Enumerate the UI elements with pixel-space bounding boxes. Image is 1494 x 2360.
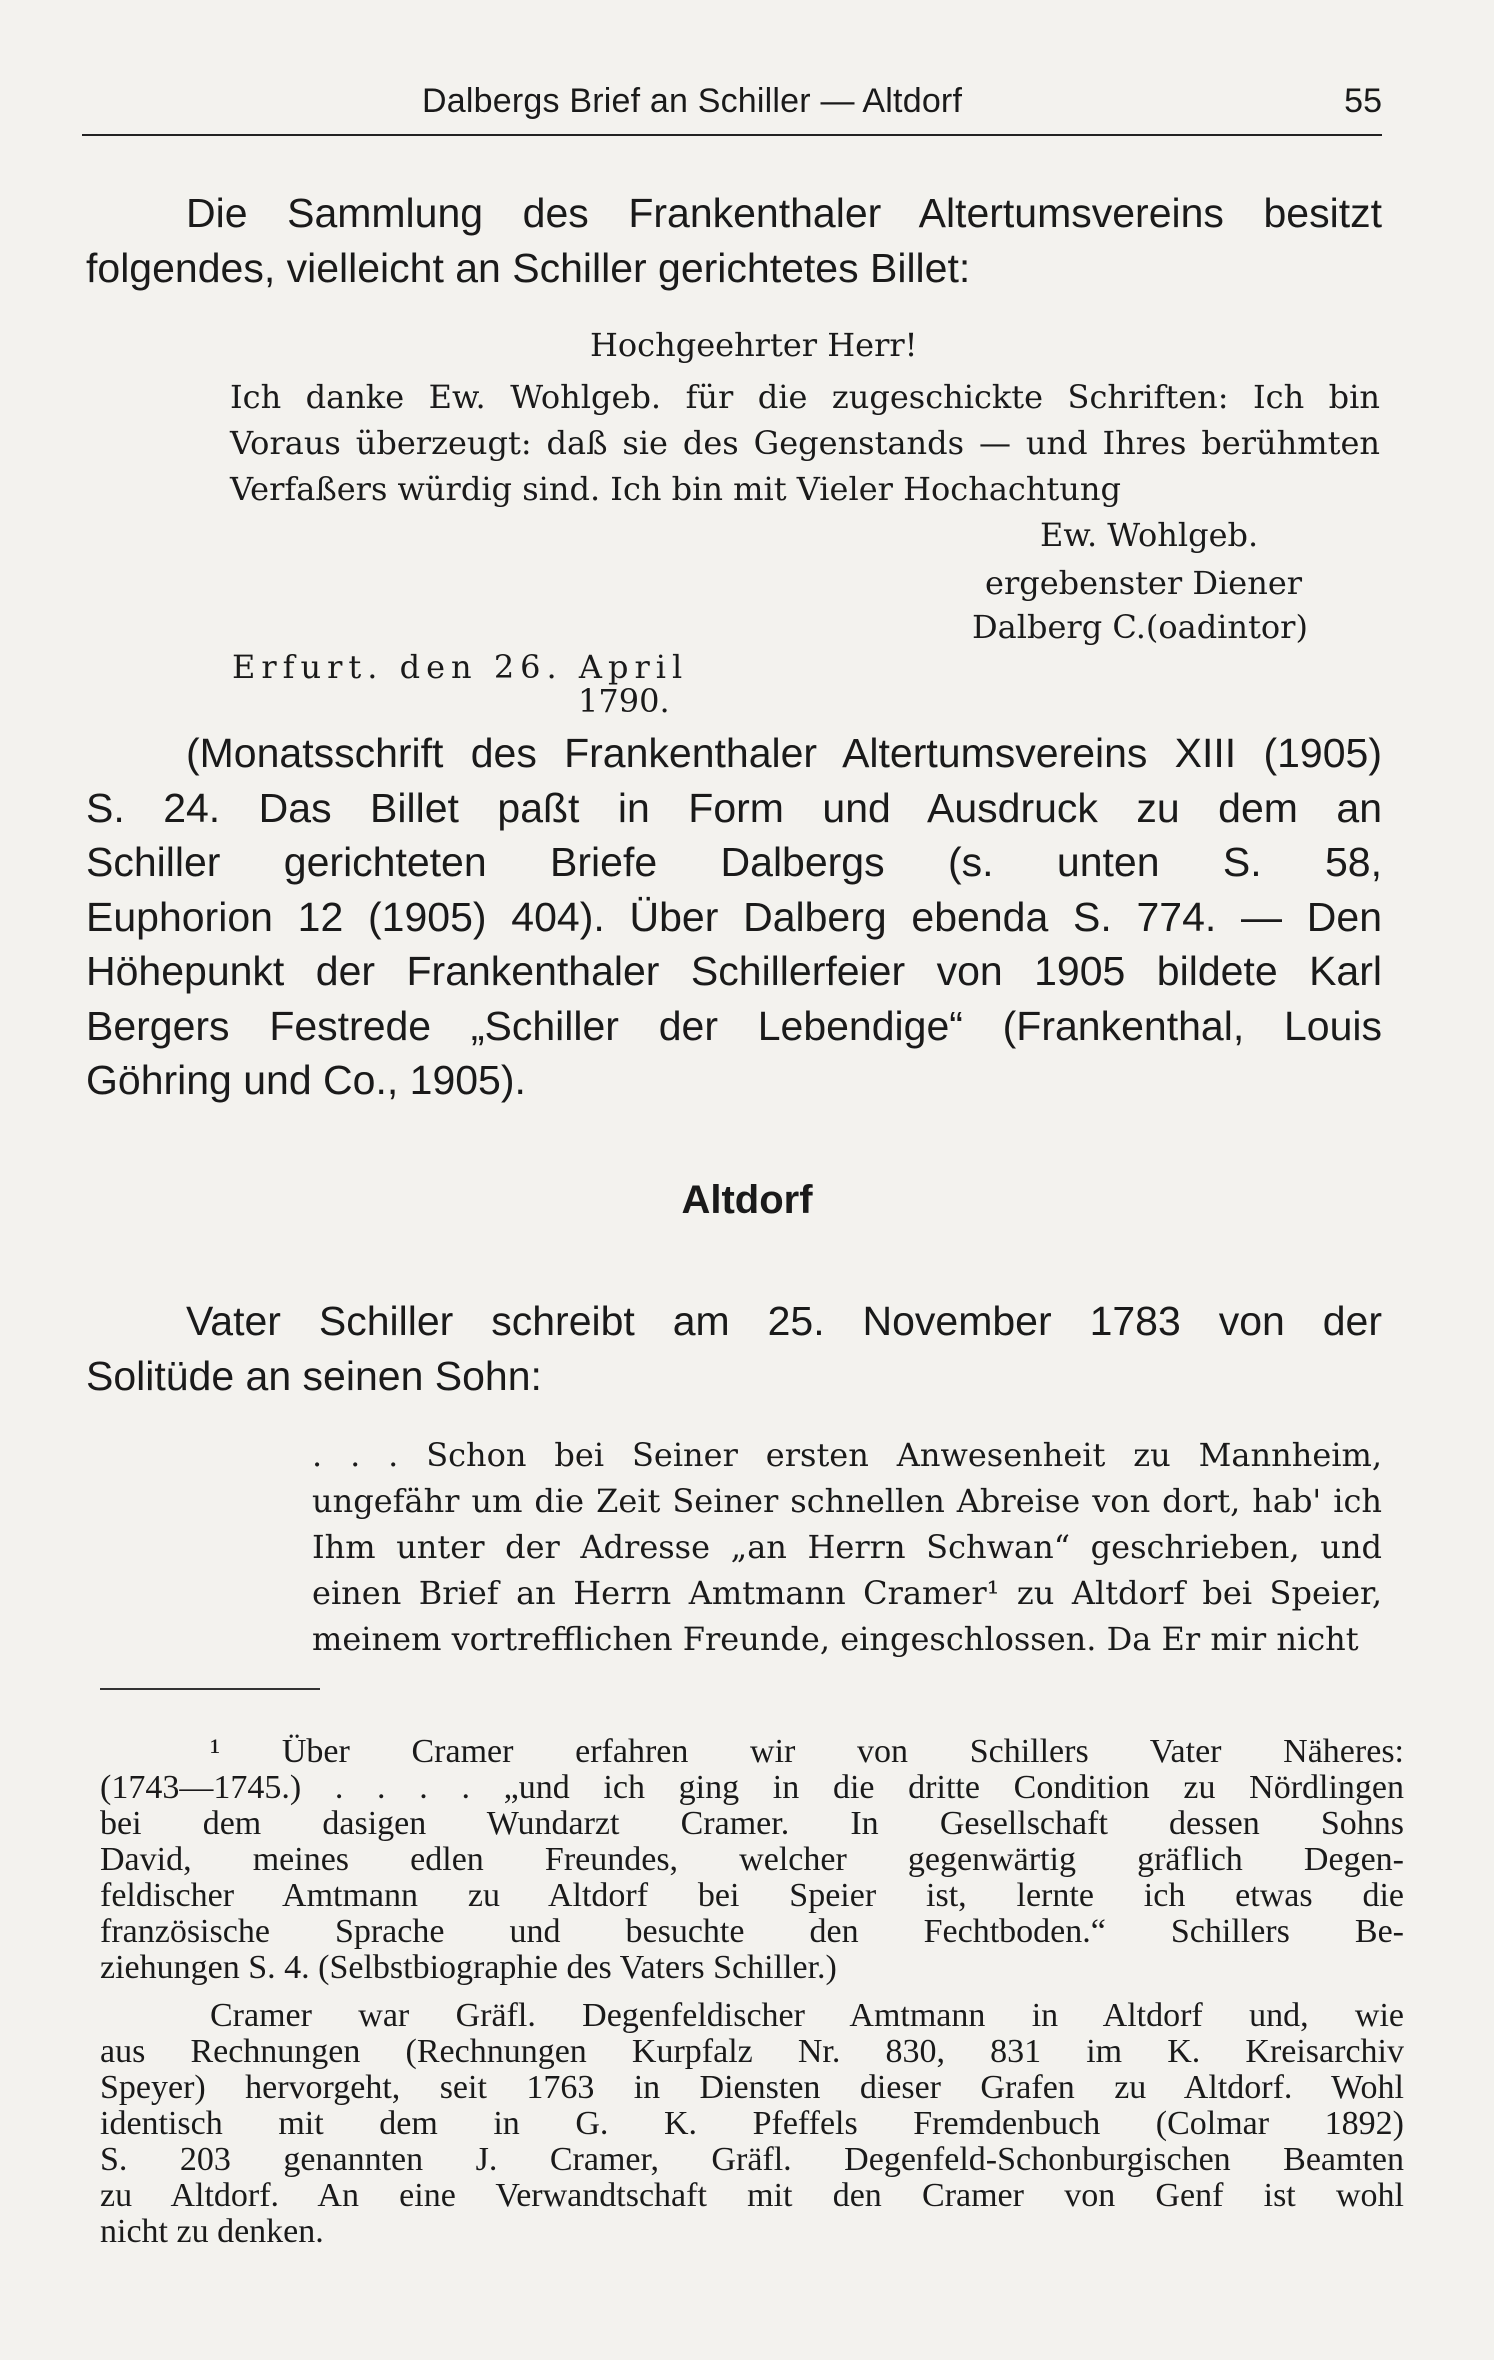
text-line: (Monatsschrift des Frankenthaler Altertumsvereins XIII (1905): [186, 730, 1382, 776]
salutation-text: Hochgeehrter Herr!: [590, 326, 918, 364]
year-text: 1790.: [578, 682, 670, 720]
quote-line: meinem vortrefflichen Freunde, eingeschlossen. Da Er mir nicht: [312, 1620, 1359, 1658]
quote-line: . . . Schon bei Seiner ersten Anwesenheit zu Mannheim,: [312, 1436, 1382, 1474]
running-title: Dalbergs Brief an Schiller — Altdorf: [422, 82, 963, 120]
text-line: Die Sammlung des Frankenthaler Altertumsvereins besitzt: [186, 190, 1382, 236]
closing-text: ergebenster Diener: [985, 564, 1303, 602]
place-date-text: Erfurt. den 26. April: [232, 648, 689, 686]
footnote-line: (1743—1745.) . . . . „und ich ging in die dritte Condition zu Nördlingen: [100, 1769, 1404, 1806]
letter-signature: [972, 604, 1392, 650]
footnote-divider: [100, 1688, 320, 1690]
footnote-line: bei dem dasigen Wundarzt Cramer. In Gesellschaft dessen Sohns: [100, 1805, 1404, 1842]
footnote-line: David, meines edlen Freundes, welcher gegenwärtig gräflich Degen-: [100, 1841, 1404, 1878]
footnote-line: französische Sprache und besuchte den Fechtboden.“ Schillers Be-: [100, 1913, 1404, 1950]
footnote-line: S. 203 genannten J. Cramer, Gräfl. Degenfeld-Schonburgischen Beamten: [100, 2141, 1404, 2178]
quote-line: Ihm unter der Adresse „an Herrn Schwan“ geschrieben, und: [312, 1528, 1382, 1566]
closing-text: Ew. Wohlgeb.: [1040, 516, 1259, 554]
quote-line: ungefähr um die Zeit Seiner schnellen Abreise von dort, hab' ich: [312, 1482, 1382, 1520]
footnote-line: feldischer Amtmann zu Altdorf bei Speier ist, lernte ich etwas die: [100, 1877, 1404, 1914]
letter-closing-1: [1040, 512, 1380, 558]
footnote-line: Cramer war Gräfl. Degenfeldischer Amtmann in Altdorf und, wie: [210, 1997, 1404, 2034]
letter-line: Voraus überzeugt: daß sie des Gegenstands — und Ihres berühmten: [230, 424, 1380, 462]
source-paragraph: [86, 726, 1382, 1108]
letter-body: [230, 374, 1380, 512]
footnote-line: aus Rechnungen (Rechnungen Kurpfalz Nr. 830, 831 im K. Kreisarchiv: [100, 2033, 1404, 2070]
text-line: Solitüde an seinen Sohn:: [86, 1353, 542, 1399]
letter-salutation: [590, 322, 990, 368]
footnote-line: zu Altdorf. An eine Verwandtschaft mit den Cramer von Genf ist wohl: [100, 2177, 1404, 2214]
footnote-line: Speyer) hervorgeht, seit 1763 in Diensten dieser Grafen zu Altdorf. Wohl: [100, 2069, 1404, 2106]
footnote-line: nicht zu denken.: [100, 2213, 324, 2250]
signature-text: Dalberg C.(oadintor): [972, 608, 1308, 646]
running-header: [82, 78, 1382, 136]
section-heading: Altdorf: [681, 1178, 813, 1222]
letter-closing-2: [985, 560, 1385, 606]
footnote-paragraph-1: [100, 1734, 1404, 1986]
text-line: Bergers Festrede „Schiller der Lebendige“ (Frankenthal, Louis: [86, 1002, 1382, 1049]
text-line: Euphorion 12 (1905) 404). Über Dalberg ebenda S. 774. — Den: [86, 893, 1382, 940]
letter-line: Ich danke Ew. Wohlgeb. für die zugeschickte Schriften: Ich bin: [230, 378, 1380, 416]
text-line: Göhring und Co., 1905).: [86, 1057, 526, 1103]
quote-block: [312, 1432, 1382, 1662]
page-number: 55: [1344, 82, 1382, 120]
letter-year: [578, 678, 778, 724]
intro-paragraph: [86, 186, 1382, 296]
text-line: S. 24. Das Billet paßt in Form und Ausdruck zu dem an: [86, 784, 1382, 831]
quote-line: einen Brief an Herrn Amtmann Cramer¹ zu Altdorf bei Speier,: [312, 1574, 1382, 1612]
text-line: Höhepunkt der Frankenthaler Schillerfeier von 1905 bildete Karl: [86, 948, 1382, 994]
footnote-paragraph-2: [100, 1998, 1404, 2250]
text-line: Schiller gerichteten Briefe Dalbergs (s. unten S. 58,: [86, 839, 1382, 885]
footnote-line: identisch mit dem in G. K. Pfeffels Fremdenbuch (Colmar 1892): [100, 2105, 1404, 2142]
text-line: folgendes, vielleicht an Schiller gerichtetes Billet:: [86, 245, 971, 291]
text-line: Vater Schiller schreibt am 25. November 1783 von der: [186, 1298, 1382, 1344]
footnote-line: ziehungen S. 4. (Selbstbiographie des Vaters Schiller.): [100, 1949, 837, 1986]
altdorf-intro-paragraph: [86, 1294, 1382, 1404]
letter-line: Verfaßers würdig sind. Ich bin mit Vieler Hochachtung: [230, 470, 1121, 508]
footnote-line: ¹ Über Cramer erfahren wir von Schillers Vater Näheres:: [210, 1733, 1404, 1770]
